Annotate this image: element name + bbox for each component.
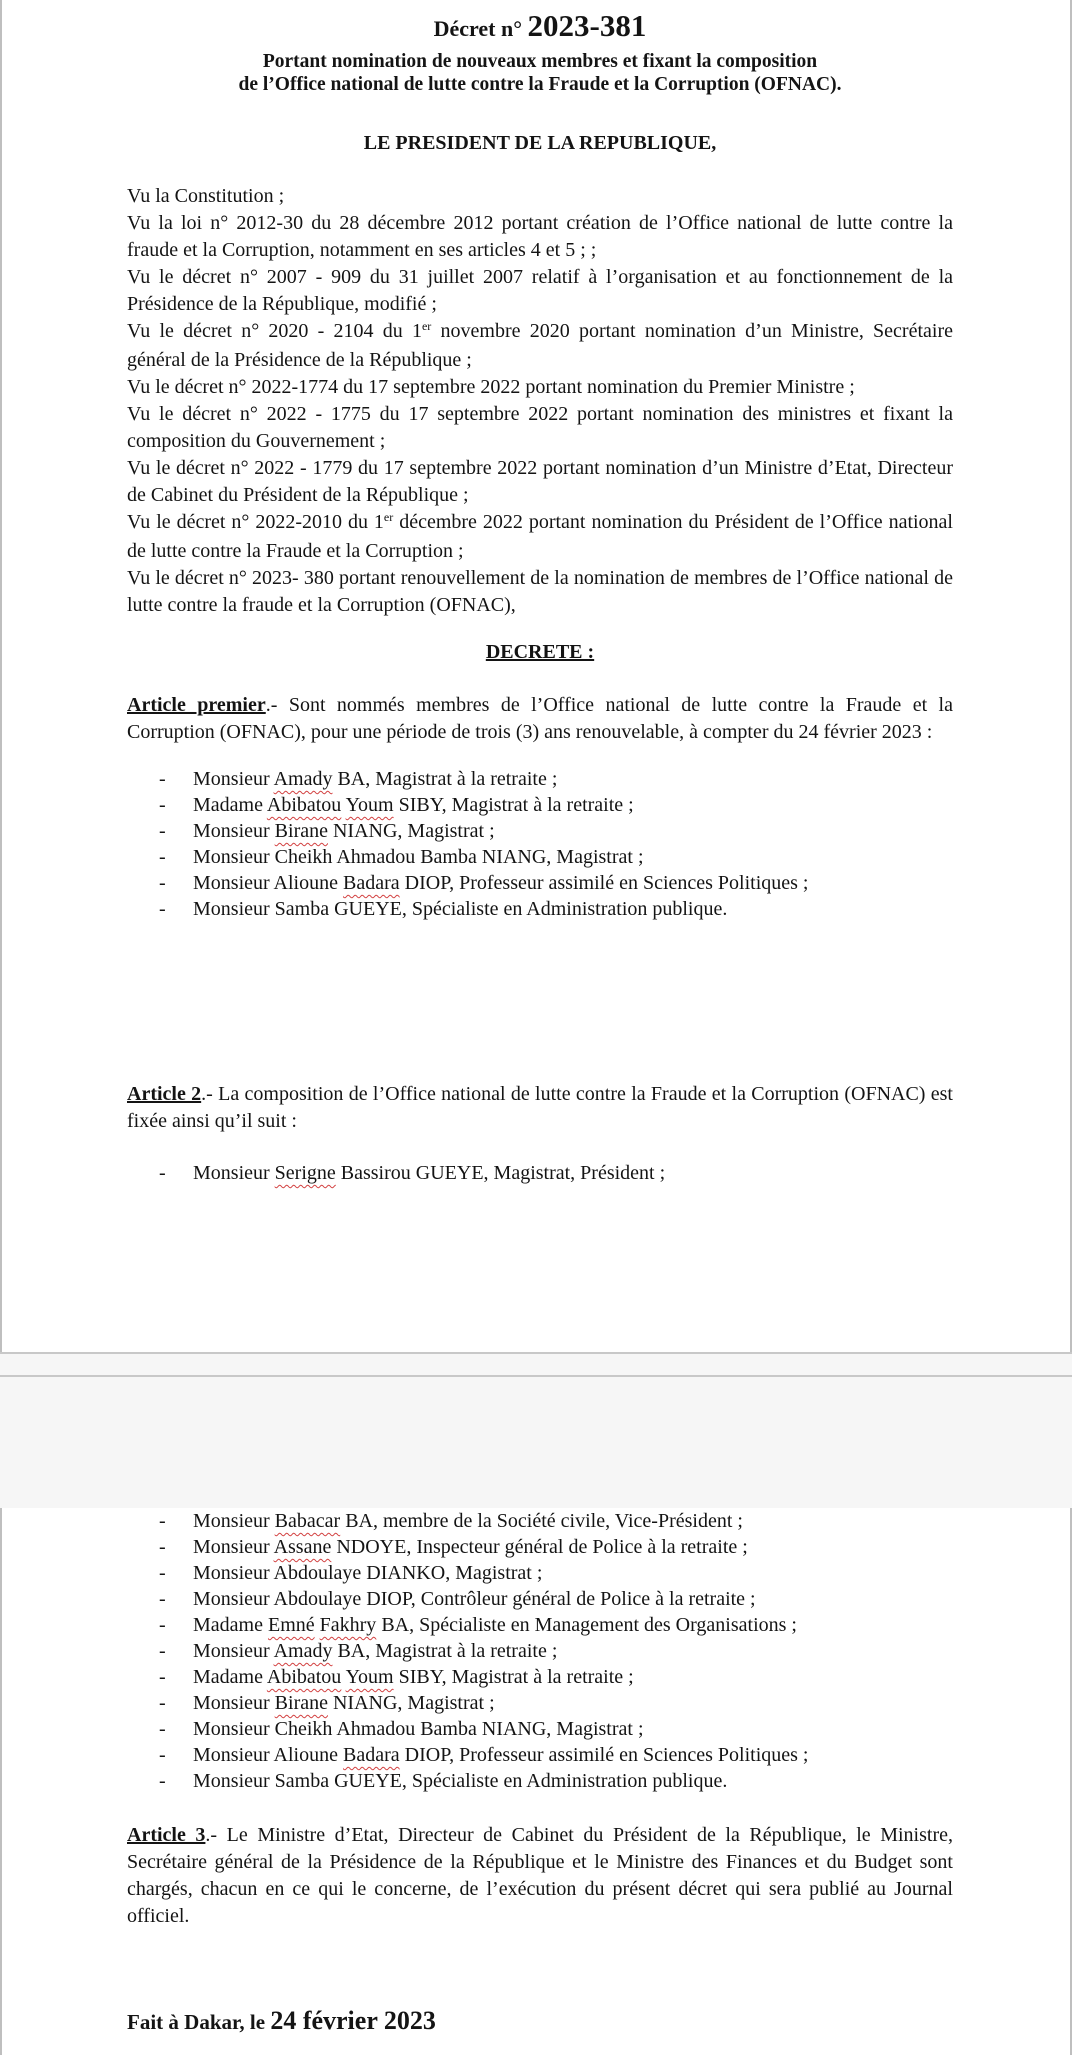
text-run: Monsieur Cheikh Ahmadou Bamba NIANG, Magistrat ;: [193, 846, 644, 868]
text-run: er: [421, 319, 432, 333]
text-run: SIBY, Magistrat à la retraite ;: [393, 794, 634, 816]
text-run: BA, Magistrat à la retraite ;: [332, 768, 558, 790]
member-item: [127, 1160, 953, 1186]
misspelled-word: Amady: [273, 768, 333, 790]
member-item: [127, 1716, 953, 1742]
misspelled-word: Birane: [274, 820, 328, 842]
text-run: Monsieur: [193, 1640, 274, 1662]
item-text: [127, 185, 284, 207]
text-run: Madame: [193, 1614, 268, 1636]
text-run: Monsieur: [193, 768, 274, 790]
member-item: [127, 1508, 953, 1534]
dash-marker: -: [159, 1770, 166, 1792]
item-text: [127, 457, 953, 506]
members-list-page2: [127, 1508, 953, 1794]
text-run: Monsieur: [193, 1510, 275, 1532]
text-run: décembre 2022 portant nomination du Président de l’Office national de lutte contre la Fraude et la Corruption ;: [127, 511, 953, 562]
text-run: .- Le Ministre d’Etat, Directeur de Cabinet du Président de la République, le Ministre, Secrétaire général de la Présidence de la République et le Ministre des Finances et du Budget sont chargés, chacun en ce qui le concerne, de l’exécution du présent décret qui sera publié au Journal officiel.: [127, 1824, 953, 1927]
dash-marker: -: [159, 898, 166, 920]
text-run: Monsieur Alioune: [193, 872, 343, 894]
text-run: Madame: [193, 1666, 267, 1688]
decree-subtitle-line2: de l’Office national de lutte contre la Fraude et la Corruption (OFNAC).: [238, 74, 842, 95]
text-run: Monsieur: [193, 1692, 275, 1714]
signature-line: [127, 2006, 953, 2036]
visa-paragraph: [127, 455, 953, 509]
text-run: BA, Spécialiste en Management des Organisations ;: [376, 1614, 797, 1636]
item-text: [127, 320, 953, 371]
text-run: Article premier: [127, 694, 266, 716]
dash-marker: -: [159, 1718, 166, 1740]
text-run: BA, Magistrat à la retraite ;: [332, 1640, 558, 1662]
misspelled-word: Badara: [343, 872, 400, 894]
member-item: [127, 792, 953, 818]
member-item: [127, 1612, 953, 1638]
text-run: .- Sont nommés membres de l’Office national de lutte contre la Fraude et la Corruption (OFNAC), pour une période de trois (3) ans renouvelable, à compter du 24 février 2023 :: [127, 694, 953, 743]
dash-marker: -: [159, 1666, 166, 1688]
decree-title-prefix: Décret n°: [433, 16, 528, 41]
visa-paragraph: [127, 401, 953, 455]
misspelled-word: Fakhry: [319, 1614, 377, 1636]
page-2: [0, 1508, 1072, 2055]
item-text: [193, 846, 644, 868]
misspelled-word: Abibatou: [266, 1666, 342, 1688]
member-item: [127, 1742, 953, 1768]
text-run: Vu le décret n° 2022 - 1779 du 17 septembre 2022 portant nomination d’un Ministre d’Etat, Directeur de Cabinet du Président de la République ;: [127, 457, 953, 506]
member-item: [127, 844, 953, 870]
dash-marker: -: [159, 1536, 166, 1558]
item-text: [193, 820, 495, 842]
item-text: [193, 898, 727, 920]
text-run: novembre 2020 portant nomination d’un Ministre, Secrétaire général de la Présidence de la République ;: [127, 320, 953, 371]
visa-paragraph: [127, 509, 953, 565]
dash-marker: -: [159, 1614, 166, 1636]
item-text: [193, 1588, 756, 1610]
page-break-gap: [0, 1352, 1072, 1377]
text-run: Monsieur Abdoulaye DIANKO, Magistrat ;: [193, 1562, 543, 1584]
decree-title-number: 2023-381: [527, 8, 647, 43]
text-run: Madame: [193, 794, 267, 816]
visa-paragraph: [127, 183, 953, 210]
president-list: [127, 1160, 953, 1186]
misspelled-word: Youm: [345, 1666, 394, 1688]
member-item: [127, 818, 953, 844]
text-run: Monsieur: [193, 820, 275, 842]
dash-marker: -: [159, 768, 166, 790]
member-item: [127, 1534, 953, 1560]
text-run: DIOP, Professeur assimilé en Sciences Politiques ;: [399, 1744, 809, 1766]
text-run: Monsieur Samba GUEYE, Spécialiste en Administration publique.: [193, 1770, 728, 1792]
dash-marker: -: [159, 1510, 166, 1532]
text-run: Vu la loi n° 2012-30 du 28 décembre 2012 portant création de l’Office national de lutte contre la fraude et la Corruption, notamment en ses articles 4 et 5 ; ;: [127, 212, 953, 261]
misspelled-word: Youm: [345, 794, 394, 816]
item-text: [127, 403, 953, 452]
text-run: NIANG, Magistrat ;: [327, 820, 495, 842]
misspelled-word: Amady: [273, 1640, 333, 1662]
text-run: Vu la Constitution ;: [127, 185, 285, 207]
text-run: Monsieur Samba GUEYE, Spécialiste en Administration publique.: [193, 898, 728, 920]
text-run: Vu le décret n° 2022-2010 du 1: [127, 511, 384, 533]
dash-marker: -: [159, 846, 166, 868]
dash-marker: -: [159, 1640, 166, 1662]
member-item: [127, 896, 953, 922]
misspelled-word: Assane: [273, 1536, 332, 1558]
dash-marker: -: [159, 1162, 166, 1184]
text-run: Vu le décret n° 2022 - 1775 du 17 septembre 2022 portant nomination des ministres et fixant la composition du Gouvernement ;: [127, 403, 953, 452]
text-run: Article 3: [127, 1824, 206, 1846]
signature-date: 24 février 2023: [270, 2006, 436, 2035]
members-list-page1: [127, 766, 953, 922]
visa-paragraph: [127, 565, 953, 619]
text-run: Monsieur Abdoulaye DIOP, Contrôleur général de Police à la retraite ;: [193, 1588, 756, 1610]
text-run: Monsieur: [193, 1162, 275, 1184]
dash-marker: -: [159, 1692, 166, 1714]
member-item: [127, 1768, 953, 1794]
text-run: Vu le décret n° 2023- 380 portant renouvellement de la nomination de membres de l’Office national de lutte contre la fraude et la Corruption (OFNAC),: [127, 567, 953, 616]
text-run: Vu le décret n° 2022-1774 du 17 septembre 2022 portant nomination du Premier Ministre ;: [127, 376, 855, 398]
item-text: [127, 376, 855, 398]
dash-marker: -: [159, 1588, 166, 1610]
item-text: [193, 1562, 542, 1584]
misspelled-word: Serigne: [274, 1162, 336, 1184]
article-1: [127, 692, 953, 746]
text-run: Monsieur Cheikh Ahmadou Bamba NIANG, Magistrat ;: [193, 1718, 644, 1740]
signature-place: Fait à Dakar, le: [127, 2010, 271, 2034]
item-text: [193, 1536, 748, 1558]
item-text: [193, 1510, 743, 1532]
article-2: [127, 1081, 953, 1135]
text-run: BA, membre de la Société civile, Vice-Président ;: [340, 1510, 743, 1532]
visas-block: [127, 183, 953, 619]
member-item: [127, 1638, 953, 1664]
text-run: Monsieur Alioune: [193, 1744, 343, 1766]
item-text: [127, 567, 953, 616]
dash-marker: -: [159, 872, 166, 894]
item-text: [193, 1666, 634, 1688]
text-run: Article 2: [127, 1083, 202, 1105]
misspelled-word: Abibatou: [266, 794, 342, 816]
item-text: [193, 1162, 665, 1184]
visa-paragraph: [127, 210, 953, 264]
text-run: SIBY, Magistrat à la retraite ;: [393, 1666, 634, 1688]
text-run: NDOYE, Inspecteur général de Police à la retraite ;: [331, 1536, 748, 1558]
misspelled-word: Badara: [343, 1744, 400, 1766]
item-text: [193, 1640, 557, 1662]
text-run: Vu le décret n° 2007 - 909 du 31 juillet 2007 relatif à l’organisation et au fonctionnement de la Présidence de la République, modifié ;: [127, 266, 953, 315]
text-run: er: [383, 510, 394, 524]
dash-marker: -: [159, 794, 166, 816]
dash-marker: -: [159, 1744, 166, 1766]
member-item: [127, 766, 953, 792]
member-item: [127, 870, 953, 896]
decree-heading: DECRETE :: [485, 641, 595, 663]
member-item: [127, 1560, 953, 1586]
visa-paragraph: [127, 318, 953, 374]
dash-marker: -: [159, 1562, 166, 1584]
text-run: NIANG, Magistrat ;: [327, 1692, 495, 1714]
item-text: [193, 1744, 808, 1766]
item-text: [193, 872, 808, 894]
text-run: DIOP, Professeur assimilé en Sciences Politiques ;: [399, 872, 809, 894]
misspelled-word: Babacar: [274, 1510, 341, 1532]
misspelled-word: Emné: [267, 1614, 315, 1636]
item-text: [193, 1692, 495, 1714]
dash-marker: -: [159, 820, 166, 842]
item-text: [193, 1718, 644, 1740]
member-item: [127, 1690, 953, 1716]
member-item: [127, 1664, 953, 1690]
text-run: Bassirou GUEYE, Magistrat, Président ;: [335, 1162, 666, 1184]
item-text: [193, 794, 634, 816]
text-run: .- La composition de l’Office national de lutte contre la Fraude et la Corruption (OFNAC) est fixée ainsi qu’il suit :: [127, 1083, 953, 1132]
visa-paragraph: [127, 264, 953, 318]
item-text: [193, 1614, 797, 1636]
item-text: [127, 511, 953, 562]
member-item: [127, 1586, 953, 1612]
text-run: Vu le décret n° 2020 - 2104 du 1: [127, 320, 422, 342]
decree-title: [127, 8, 953, 50]
misspelled-word: Birane: [274, 1692, 328, 1714]
text-run: Monsieur: [193, 1536, 274, 1558]
item-text: [193, 1770, 727, 1792]
item-text: [127, 266, 953, 315]
visa-paragraph: [127, 374, 953, 401]
item-text: [127, 212, 953, 261]
item-text: [193, 768, 557, 790]
article-3: [127, 1822, 953, 1930]
salutation: LE PRESIDENT DE LA REPUBLIQUE,: [363, 132, 717, 154]
decree-subtitle-line1: Portant nomination de nouveaux membres et fixant la composition: [262, 51, 818, 72]
